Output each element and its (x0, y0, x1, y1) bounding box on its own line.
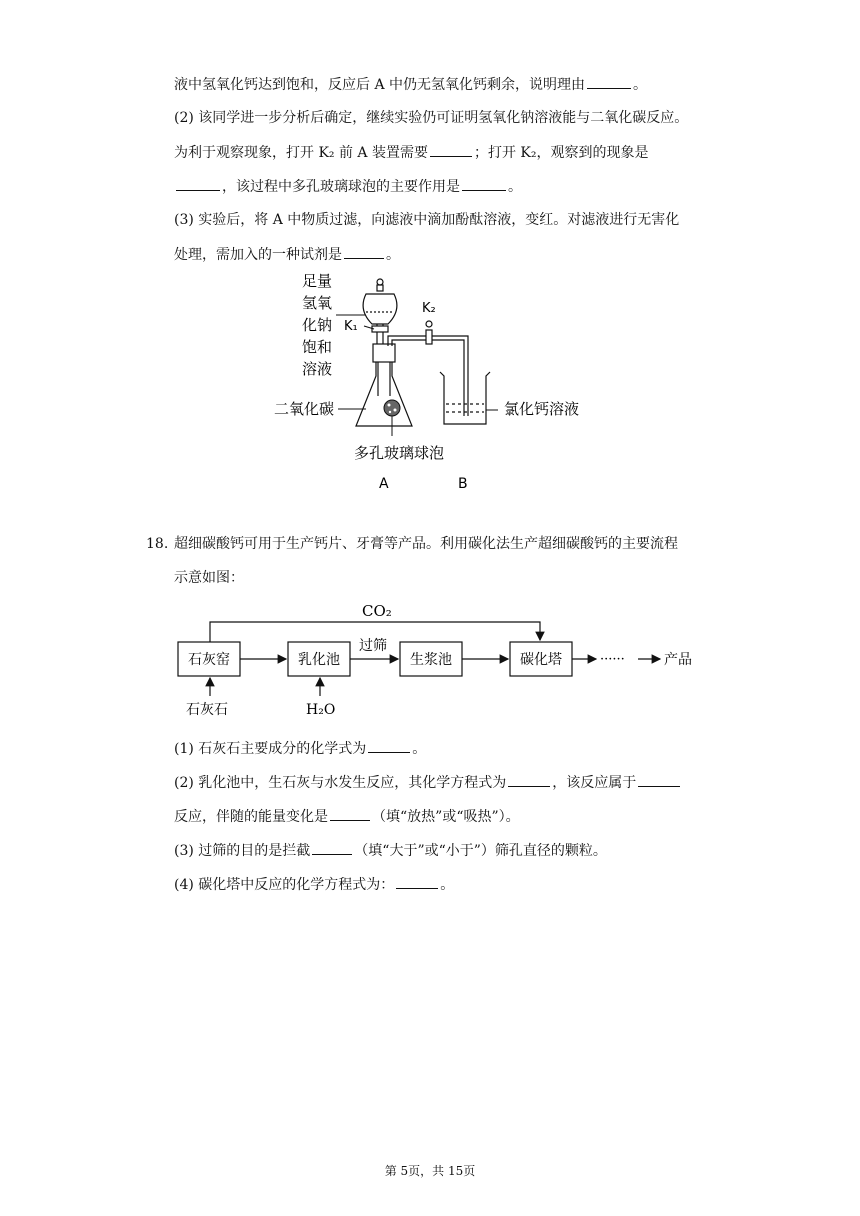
limestone-label: 石灰石 (186, 702, 228, 718)
q17-part3-line2: 处理，需加入的一种试剂是 。 (174, 244, 400, 265)
beaker (440, 372, 490, 424)
funnel-label-4: 饱和 (302, 338, 333, 356)
q17-part3-line1: (3) 实验后，将 A 中物质过滤，向滤液中滴加酚酞溶液，变红。对滤液进行无害化 (174, 212, 680, 228)
slurry-tank-label: 生浆池 (410, 652, 452, 668)
q17-part2-line2: 为利于观察现象，打开 K₂ 前 A 装置需要 ；打开 K₂，观察到的现象是 (174, 142, 649, 163)
conical-flask (356, 344, 412, 426)
delivery-tube (388, 321, 468, 416)
answer-blank[interactable] (396, 874, 438, 889)
process-flow-diagram (176, 600, 716, 724)
answer-blank[interactable] (587, 74, 631, 89)
filter-label: 过筛 (359, 638, 387, 654)
answer-blank[interactable] (330, 806, 370, 821)
ellipsis-label: ······ (600, 652, 625, 667)
answer-blank[interactable] (508, 772, 550, 787)
product-label: 产品 (664, 652, 692, 668)
co2-label: 二氧化碳 (274, 400, 335, 418)
q17-part2-line3: ，该过程中多孔玻璃球泡的主要作用是 。 (174, 176, 522, 197)
answer-blank[interactable] (462, 176, 506, 191)
answer-blank[interactable] (430, 142, 472, 157)
apparatus-figure (262, 266, 602, 498)
k1-label: K₁ (344, 319, 358, 334)
q18-part4: (4) 碳化塔中反应的化学方程式为： 。 (174, 874, 454, 895)
funnel-label-5: 溶液 (302, 360, 333, 378)
lime-kiln-label: 石灰窑 (188, 652, 230, 668)
funnel-label-2: 氢氧 (302, 294, 333, 312)
water-label: H₂O (306, 702, 336, 718)
q18-intro-line2: 示意如图： (174, 570, 244, 586)
q18-number: 18. (146, 536, 169, 552)
k2-label: K₂ (422, 301, 436, 316)
q18-intro-line1: 超细碳酸钙可用于生产钙片、牙膏等产品。利用碳化法生产超细碳酸钙的主要流程 (174, 536, 678, 552)
q18-part2-line1: (2) 乳化池中，生石灰与水发生反应，其化学方程式为 ，该反应属于 (174, 772, 682, 793)
emulsion-tank-label: 乳化池 (298, 652, 340, 668)
q17-part2-line1: (2) 该同学进一步分析后确定，继续实验仍可证明氢氧化钠溶液能与二氧化碳反应。 (174, 110, 689, 126)
answer-blank[interactable] (312, 840, 352, 855)
answer-blank[interactable] (368, 738, 410, 753)
page-footer: 第 5页，共 15页 (384, 1164, 476, 1178)
q18-part3: (3) 过筛的目的是拦截 （填“大于”或“小于”）筛孔直径的颗粒。 (174, 840, 607, 861)
q18-part2-line2: 反应，伴随的能量变化是 （填“放热”或“吸热”）。 (174, 806, 520, 827)
bulb-label: 多孔玻璃球泡 (354, 444, 445, 462)
answer-blank[interactable] (638, 772, 680, 787)
apparatus-a-label: A (379, 476, 389, 492)
carbonation-tower-label: 碳化塔 (520, 652, 562, 668)
funnel-label-1: 足量 (302, 272, 333, 290)
answer-blank[interactable] (176, 176, 220, 191)
answer-blank[interactable] (344, 244, 384, 259)
porous-glass-bulb (384, 400, 400, 416)
funnel-label-3: 化钠 (302, 316, 333, 334)
q17-text-line1: 液中氢氧化钙达到饱和，反应后 A 中仍无氢氧化钙剩余，说明理由 。 (174, 74, 647, 95)
co2-flow-label: CO₂ (362, 602, 392, 620)
apparatus-b-label: B (458, 476, 468, 492)
cacl2-label: 氯化钙溶液 (504, 400, 580, 418)
q18-part1: (1) 石灰石主要成分的化学式为 。 (174, 738, 426, 759)
